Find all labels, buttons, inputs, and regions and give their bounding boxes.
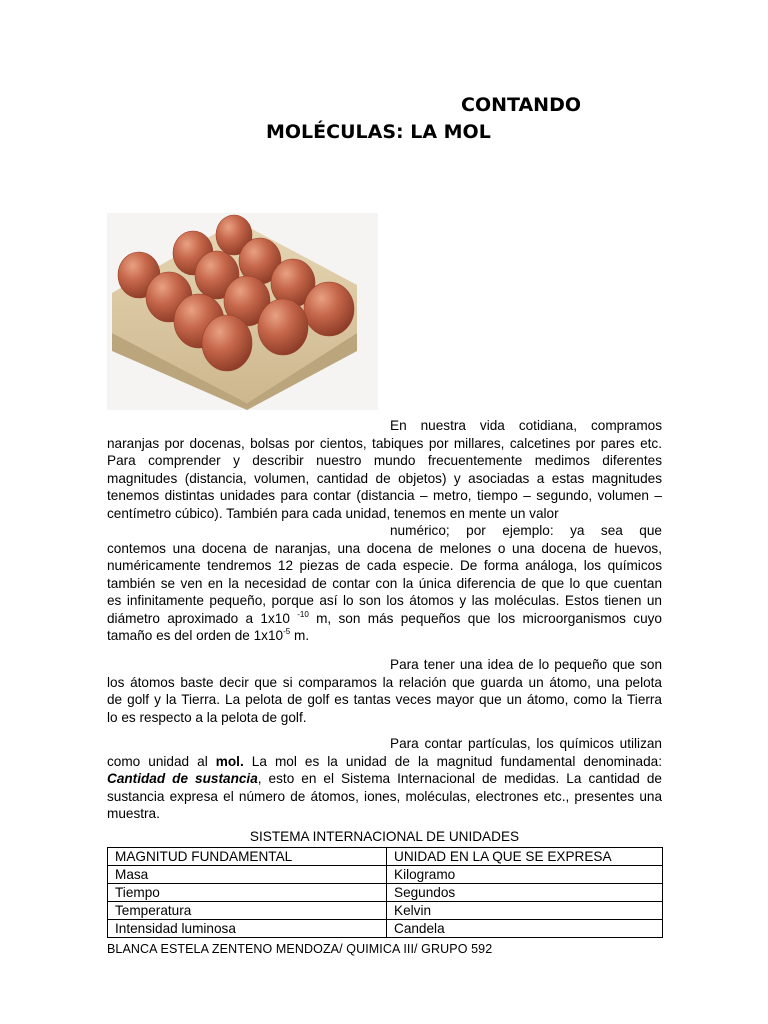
text-line: sustancia expresa el número de átomos, iones, moléculas, electrones etc., presentes una [107, 788, 662, 804]
si-units-table [107, 847, 663, 938]
page-footer: BLANCA ESTELA ZENTENO MENDOZA/ QUIMICA III/ GRUPO 592 [107, 942, 493, 956]
table-cell: Masa [108, 866, 387, 884]
text-line: tamaño es del orden de $1x10^{-5}$ m. [107, 627, 310, 643]
mol-bold-term: mol. [215, 753, 244, 769]
table-header-row [108, 848, 663, 866]
text-line: Para comprender y describir nuestro mundo frecuentemente medimos diferentes [107, 453, 662, 468]
table-cell: Candela [387, 920, 663, 938]
text-line: diámetro aproximado a 1x10 $^{-10}$ m, son más pequeños que los microorganismos cuyo [107, 609, 662, 626]
text-line: los átomos baste decir que si comparamos la relación que guarda un átomo, una pelota [107, 674, 662, 690]
cantidad-de-sustancia-term: Cantidad de sustancia [107, 771, 258, 786]
table-cell: Temperatura [108, 902, 387, 920]
egg-carton-photo [107, 213, 378, 410]
table-header-cell: UNIDAD EN LA QUE SE EXPRESA [387, 848, 663, 866]
text-line: muestra. [107, 806, 160, 821]
text-line: numérico; por ejemplo: ya sea que [390, 523, 662, 538]
table-row [108, 920, 663, 938]
text-line: lo es respecto a la pelota de golf. [107, 709, 307, 725]
text-line: Cantidad de sustancia, esto en el Sistema Internacional de medidas. La cantidad de [107, 771, 662, 786]
table-header-cell: MAGNITUD FUNDAMENTAL [108, 848, 387, 866]
paragraph-2 [107, 656, 662, 726]
text-line: centímetro cúbico). También para cada unidad, tenemos en mente un valor [107, 505, 559, 521]
paragraph-1 [107, 417, 662, 645]
text-line: de golf y la Tierra. La pelota de golf es tantas veces mayor que un átomo, como la Tierra [107, 692, 662, 707]
text-line: numéricamente tendremos 12 piezas de cada especie. De forma análoga, los químicos [107, 558, 662, 573]
text-line: Para contar partículas, los químicos utilizan [390, 736, 662, 751]
paragraph-3 [107, 735, 662, 823]
text-line: Para tener una idea de lo pequeño que son [390, 657, 662, 672]
text-line: como unidad al mol. La mol es la unidad de la magnitud fundamental denominada: [107, 753, 662, 769]
table-cell: Segundos [387, 884, 663, 902]
page-title-line-1: CONTANDO [461, 94, 582, 116]
text-line: contemos una docena de naranjas, una docena de melones o una docena de huevos, [107, 540, 662, 556]
text-line: naranjas por docenas, bolsas por cientos, tabiques por millares, calcetines por pares etc. [107, 435, 662, 451]
table-row [108, 884, 663, 902]
table-cell: Tiempo [108, 884, 387, 902]
table-row [108, 902, 663, 920]
text-line: tenemos distintas unidades para contar (distancia – metro, tiempo – segundo, volumen – [107, 488, 662, 503]
page-title-line-2: MOLÉCULAS: LA MOL [266, 121, 491, 143]
text-line: también se ven en la necesidad de contar con la única diferencia de que lo que cuentan [107, 575, 662, 591]
table-title: SISTEMA INTERNACIONAL DE UNIDADES [249, 829, 520, 844]
table-row [108, 866, 663, 884]
table-cell: Intensidad luminosa [108, 920, 387, 938]
text-line: es infinitamente pequeño, porque así lo son los átomos y las moléculas. Estos tienen un [107, 593, 662, 608]
text-line: En nuestra vida cotidiana, compramos [390, 418, 662, 433]
table-cell: Kilogramo [387, 866, 663, 884]
table-cell: Kelvin [387, 902, 663, 920]
text-line: magnitudes (distancia, volumen, cantidad de objetos) y asociadas a estas magnitudes [107, 470, 662, 486]
